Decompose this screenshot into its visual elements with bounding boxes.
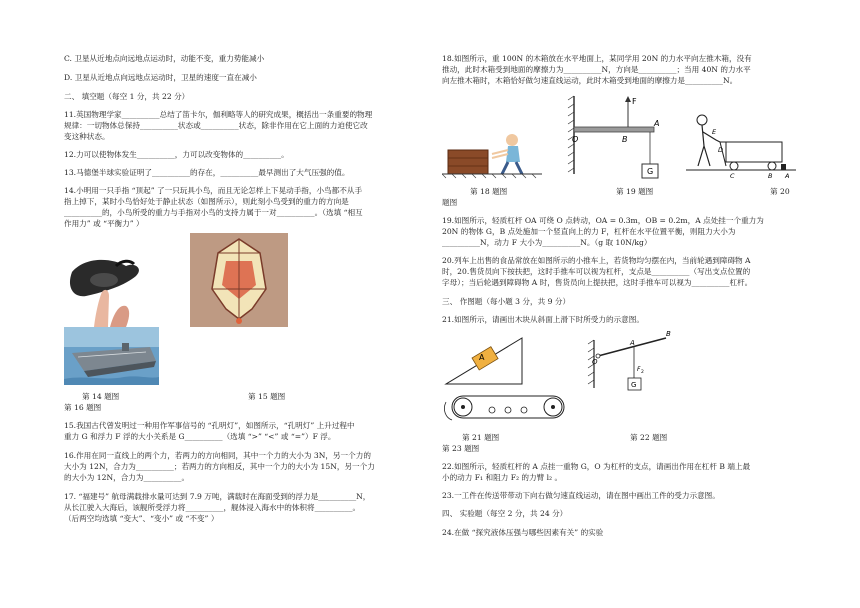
q19-line2: 20N 的物体 G，B 点处施加一个竖直向上的力 F，杠杆在水平位置平衡，则阻力大小为: [442, 227, 736, 236]
section-heading-fill: 二、 填空题（每空 1 分，共 22 分）: [64, 92, 190, 101]
fig19-label-O: O: [572, 135, 579, 144]
q16-line2: 大小为 12N，合力为__________；若两力的方向相反，其中一个力的大小为 15N，另一个力: [64, 462, 375, 471]
caption-fig20a: 第 20: [770, 187, 790, 196]
section-heading-experiment: 四、 实验题（每空 2 分，共 24 分）: [442, 509, 568, 518]
q12: 12.力可以使物体发生__________，力可以改变物体的__________。: [64, 150, 289, 159]
q17-line2: 从长江驶入大海后，该舰所受浮力将__________，舰体浸入海水中的体积将__________。: [64, 503, 361, 512]
caption-fig22: 第 22 题图: [630, 433, 668, 442]
caption-fig16: 第 16 题图: [64, 403, 102, 412]
caption-fig18: 第 18 题图: [470, 187, 508, 196]
q16-line3: 的大小为 12N，合力为__________。: [64, 473, 190, 482]
q24: 24.在做 “探究液体压强与哪些因素有关” 的实验: [442, 528, 604, 537]
q19-line1: 19.如图所示，轻质杠杆 OA 可绕 O 点转动，OA = 0.3m，OB = 0.2m，A 点处挂一个重力为: [442, 216, 764, 225]
figure-16-carrier: [64, 327, 159, 385]
q15-line2: 重力 G 和浮力 F 浮的大小关系是 G__________（选填 “>” “<” 或 “=”）F 浮。: [64, 432, 336, 441]
q14-line1: 14.小明用一只手指 “顶起” 了一只玩具小鸟，而且无论怎样上下晃动手指，小鸟都不从手: [64, 186, 363, 195]
fig20-label-A: A: [785, 172, 790, 180]
figure-18-box-push: [442, 128, 542, 182]
figure-22-lever: [586, 330, 676, 430]
q18-line3: 向左推木箱时，木箱恰好做匀速直线运动，此时木箱受到地面的摩擦力是__________N。: [442, 76, 738, 85]
fig22-label-O: O: [592, 358, 598, 366]
q22-line1: 22.如图所示，轻质杠杆的 A 点挂一重物 G，O 为杠杆的支点，请画出作用在杠杆 B 端上最: [442, 462, 751, 471]
fig21-label-A: A: [479, 353, 485, 362]
caption-fig14: 第 14 题图: [82, 392, 120, 401]
fig19-label-A: A: [654, 119, 660, 128]
q21: 21.如图所示，请画出木块从斜面上滑下时所受力的示意图。: [442, 315, 644, 324]
fig19-label-F: F: [632, 97, 637, 106]
q20-line1: 20.列车上出售的食品常放在如图所示的小推车上，若货物均匀摆在内，当前轮遇到障碍物 A: [442, 256, 751, 265]
section-heading-draw: 三、 作图题（每小题 3 分，共 9 分）: [442, 297, 571, 306]
fig19-label-G: G: [647, 167, 654, 176]
q17-line3: （后两空均选填 “变大”、“变小” 或 “不变” ）: [64, 514, 219, 523]
fig20-label-C: C: [730, 172, 735, 180]
option-c: C. 卫星从近地点向远地点运动时，动能不变，重力势能减小: [64, 54, 265, 63]
figure-15-lantern: [190, 233, 288, 327]
q14-line2: 指上掉下，某时小鸟恰好处于静止状态（如图所示），则此刻小鸟受到的重力的方向是: [64, 197, 349, 206]
fig22-label-F: F: [637, 366, 641, 373]
q18-line2: 推动，此时木箱受到地面的摩擦力为__________N，方向是__________；当用 40N 的力水平: [442, 65, 751, 74]
option-d: D. 卫星从近地点向远地点运动时，卫星的速度一直在减小: [64, 73, 257, 82]
figure-14-bird-finger: [64, 252, 164, 327]
caption-fig19: 第 19 题图: [616, 187, 654, 196]
fig22-label-A: A: [630, 339, 635, 347]
q11-line2: 规律：一切物体总保持__________状态或__________状态，除非作用在它上面的力迫使它改: [64, 121, 368, 130]
q15-line1: 15.我国古代曾发明过一种用作军事信号的 “孔明灯”，如图所示，“孔明灯” 上升过程中: [64, 421, 355, 430]
q22-line2: 小的动力 F₁ 和阻力 F₂ 的力臂 l₂ 。: [442, 473, 563, 482]
caption-fig15: 第 15 题图: [248, 392, 286, 401]
q14-line3: __________的，小鸟所受的重力与手指对小鸟的支持力属于一对__________。（选填 “相互: [64, 208, 363, 217]
caption-fig23: 第 23 题图: [442, 444, 480, 453]
q11-line3: 变这种状态。: [64, 132, 110, 141]
fig20-label-B: B: [768, 172, 773, 180]
q13: 13.马德堡半球实验证明了__________的存在，__________最早测出了大气压强的值。: [64, 168, 350, 177]
fig22-label-F-sub: 2: [641, 370, 644, 375]
q18-line1: 18.如图所示，重 100N 的木箱放在水平地面上，某同学用 20N 的力水平向左推木箱，没有: [442, 54, 752, 63]
caption-fig20b: 题图: [442, 198, 458, 207]
q11-line1: 11.英国物理学家__________总结了笛卡尔，伽利略等人的研究成果，概括出一条重要的物理: [64, 110, 373, 119]
q20-line2: 时，20.售货员向下按扶把，这时手推车可以视为杠杆，支点是__________（写出支点位置的: [442, 267, 751, 276]
fig19-label-B: B: [622, 135, 628, 144]
fig20-label-E: E: [712, 128, 717, 136]
fig22-label-G: G: [631, 381, 637, 389]
figure-20-trolley: [686, 112, 796, 182]
q14-line4: 作用力” 或 “平衡力” ）: [64, 219, 144, 228]
figure-19-lever: [560, 92, 670, 182]
q16-line1: 16.作用在同一直线上的两个力，若两力的方向相同，其中一个力的大小为 3N，另一个力的: [64, 451, 371, 460]
fig22-label-B: B: [666, 330, 671, 338]
fig20-label-D: D: [718, 146, 724, 154]
q20-line3: 字母）；当后轮遇到障碍物 A 时，售货员向上提扶把，这时手推车可以视为__________杠杆。: [442, 278, 753, 287]
q23: 23.一工件在传送带带动下向右做匀速直线运动，请在图中画出工件的受力示意图。: [442, 491, 720, 500]
figure-21-incline: [442, 330, 572, 430]
q19-line3: __________N，动力 F 大小为__________N。（g 取 10N/kg）: [442, 238, 652, 247]
q17-line1: 17. “福建号” 航母满载排水量可达到 7.9 万吨，满载时在海面受到的浮力是__________N，: [64, 492, 371, 501]
caption-fig21: 第 21 题图: [462, 433, 500, 442]
